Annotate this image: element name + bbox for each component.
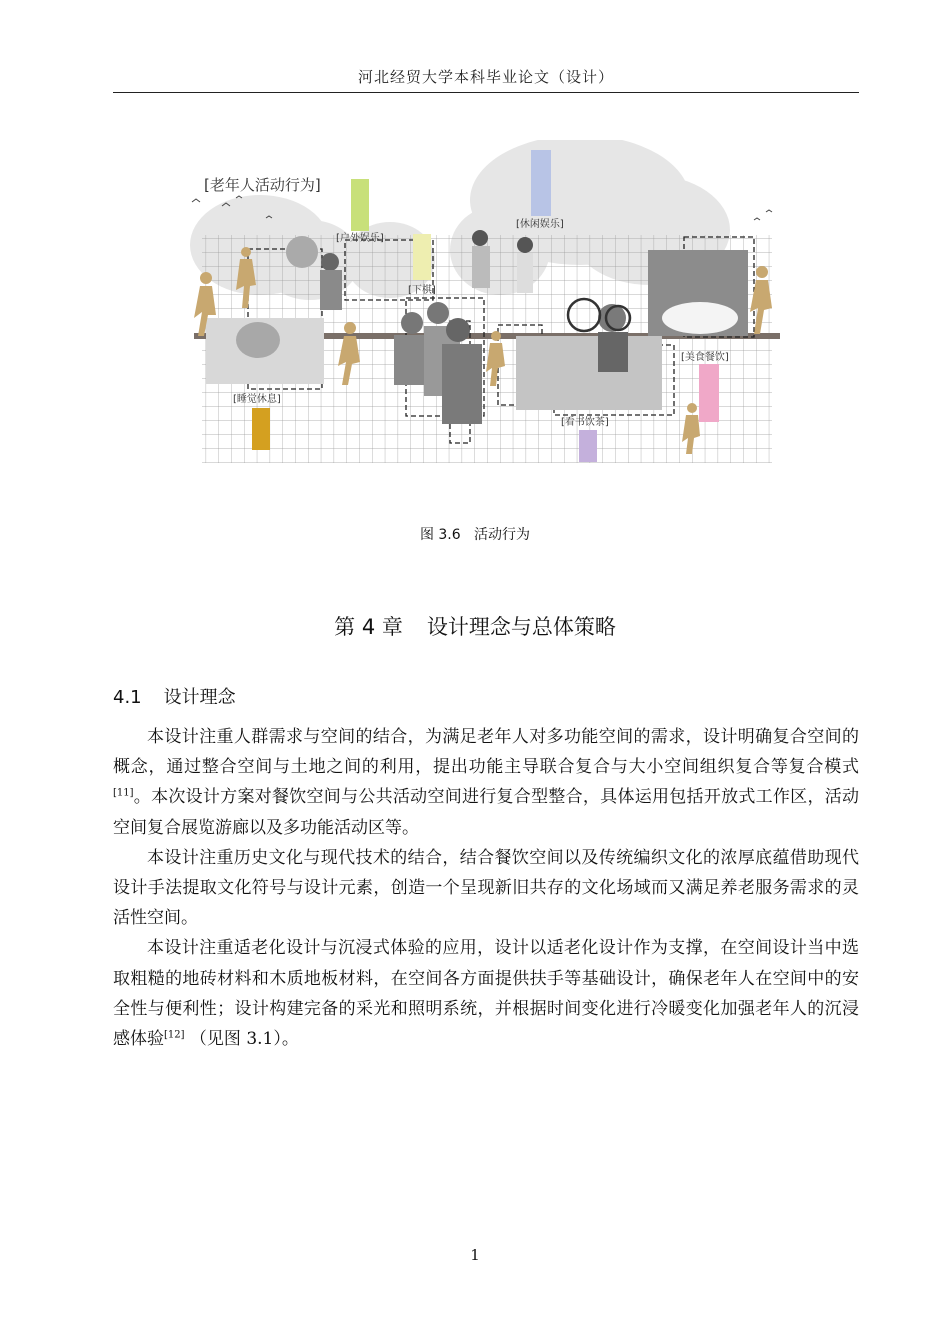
chapter-title: 设计理念与总体策略 [426, 615, 616, 639]
label-outdoor: [户外娱乐] [336, 233, 384, 244]
label-dining: [美食餐饮] [681, 352, 729, 363]
label-sleep: [睡觉休息] [233, 394, 281, 405]
paragraph: 本设计注重历史文化与现代技术的结合，结合餐饮空间以及传统编织文化的浓厚底蕴借助现代设计手法提取文化符号与设计元素，创造一个呈现新旧共存的文化场域而又满足养老服务需求的灵活性空间。 [113, 847, 859, 929]
bar-outdoor [351, 179, 369, 231]
paragraph: 本设计注重适老化设计与沉浸式体验的应用，设计以适老化设计作为支撑，在空间设计当中选取粗糙的地砖材料和木质地板材料，在空间各方面提供扶手等基础设计，确保老年人在空间中的安全性与便利性；设计构建完备的采光和照明系统，并根据时间变化进行冷暖变化加强老年人的沉浸感体验[12] （见图 3.1）。 [113, 938, 859, 1050]
paragraph: 本设计注重人群需求与空间的结合，为满足老年人对多功能空间的需求，设计明确复合空间的概念，通过整合空间与土地之间的利用，提出功能主导联合复合与大小空间组织复合等复合模式[11]。本次设计方案对餐饮空间与公共活动空间进行复合型整合，具体运用包括开放式工作区，活动空间复合展览游廊以及多功能活动区等。 [113, 727, 859, 838]
label-leisure: [休闲娱乐] [516, 219, 564, 230]
bar-reading [579, 430, 597, 462]
bar-dining [699, 364, 719, 422]
page-number: 1 [470, 1246, 480, 1264]
caption-text: 活动行为 [474, 527, 531, 543]
chapter-heading [0, 611, 950, 641]
bar-sleep [252, 408, 270, 450]
chapter-number: 第 4 章 [334, 615, 403, 639]
section-title: 设计理念 [163, 687, 236, 708]
section-heading [113, 683, 236, 709]
citation: [12] [164, 1029, 185, 1041]
bar-leisure [531, 150, 551, 216]
figure-main-label: [老年人活动行为] [204, 176, 321, 194]
caption-number: 图 3.6 [419, 527, 461, 543]
label-reading: [看书饮茶] [561, 417, 609, 428]
citation: [11] [113, 787, 134, 799]
activity-figure [180, 140, 780, 470]
section-number: 4.1 [113, 687, 142, 708]
bar-chess [413, 234, 431, 280]
body-text [113, 722, 859, 1054]
label-chess: [下棋] [408, 285, 436, 296]
figure-caption [0, 524, 950, 544]
running-header: 河北经贸大学本科毕业论文（设计） [113, 66, 859, 93]
